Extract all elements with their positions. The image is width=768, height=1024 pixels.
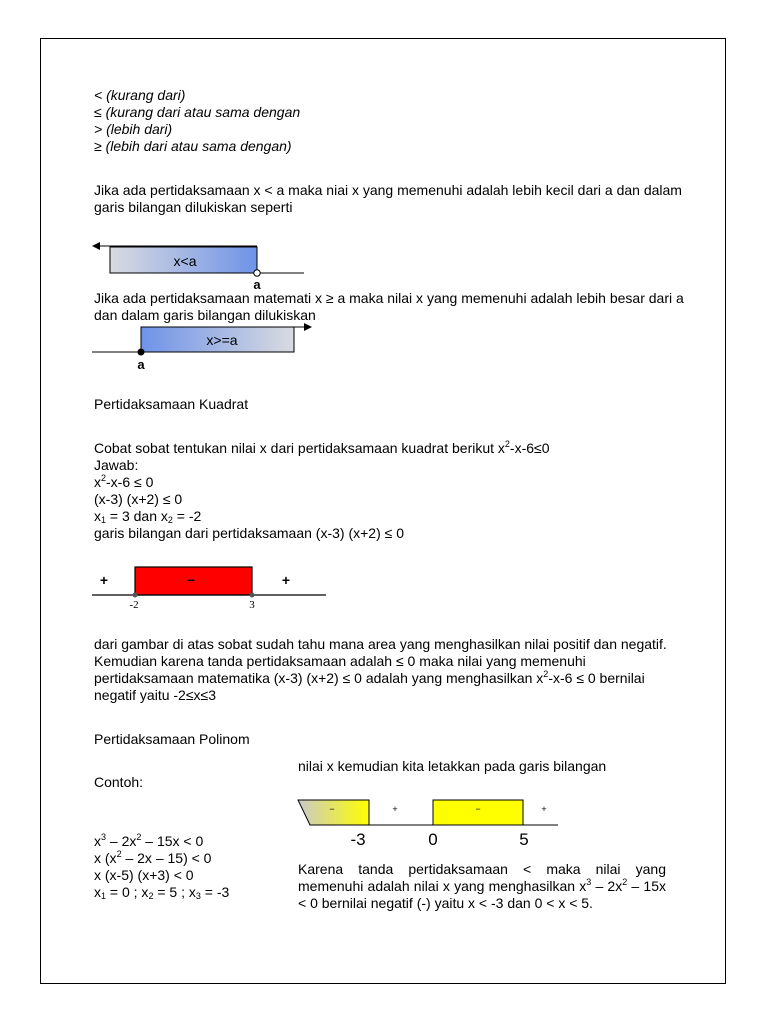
tick-point-right <box>250 593 255 598</box>
polinom-eq-3: x (x-5) (x+3) < 0 <box>94 867 194 883</box>
kuadrat-roots: $x_1 = 3$ dan $x_2 = -2$ <box>94 508 202 525</box>
number-line-less-than <box>90 238 310 290</box>
contoh-label: Contoh: <box>94 774 144 790</box>
kuadrat-question: Cobat sobat tentukan nilai x dari pertidaksamaan kuadrat berikut $x^2-x-6\le 0$ <box>94 439 550 456</box>
symbol-less-equal: ≤ (kurang dari atau sama dengan <box>94 104 301 120</box>
section-heading-polinom: Pertidaksamaan Polinom <box>94 731 250 747</box>
jawab-label: Jawab: <box>94 457 139 473</box>
tick-label-left: -2 <box>129 599 139 611</box>
polinom-roots: $x_1 = 0$ ; $x_2 = 5$ ; $x_3 = -3$ <box>94 884 230 901</box>
sign-left: + <box>99 572 109 588</box>
tick-label-neg3: -3 <box>350 830 366 848</box>
section-heading-kuadrat: Pertidaksamaan Kuadrat <box>94 396 249 412</box>
tick-label-right: 3 <box>249 599 255 611</box>
sign-middle: − <box>186 572 196 588</box>
number-line-polinom <box>296 796 562 848</box>
polinom-eq-2: x $(x^2 - 2x - 15) < 0$ <box>94 849 212 866</box>
kuadrat-step-2: (x-3) (x+2) ≤ 0 <box>94 491 183 507</box>
arrow-left-icon <box>92 242 100 250</box>
kuadrat-conclusion: dari gambar di atas sobat sudah tahu mana area yang menghasilkan nilai positif dan negatif. Kemudian karena tanda pertidaksamaan adalah ≤ 0 maka nilai yang memenuhi pertidaksamaan matematika (x-3) (x+2) ≤ 0 adalah yang menghasilkan $x^2-x-6 \le 0$ bernilai negatif yaitu -2≤x≤3 <box>94 636 667 703</box>
polinom-conclusion: Karena tanda pertidaksamaan < maka nilai yang memenuhi adalah nilai x yang menghasilkan $x^3 - 2x^2 - 15x < 0$ bernilai negatif (-) yaitu x < -3 dan 0 < x < 5. <box>298 861 666 911</box>
symbol-greater: > (lebih dari) <box>94 121 173 137</box>
number-line-greater-equal <box>90 320 320 372</box>
number-line-kuadrat <box>90 562 330 612</box>
tick-label-5: 5 <box>519 830 529 848</box>
sign-right: + <box>281 572 291 588</box>
point-label: a <box>137 357 145 372</box>
arrow-right-icon <box>304 323 312 331</box>
sign-4: + <box>541 804 547 814</box>
symbol-greater-equal: ≥ (lebih dari atau sama dengan) <box>94 138 292 154</box>
kuadrat-step-1: $x^2-x-6 \le 0$ <box>94 473 154 490</box>
sign-3: − <box>475 804 481 814</box>
open-point <box>254 270 260 276</box>
intro-less-paragraph: Jika ada pertidaksamaan x < a maka niai x yang memenuhi adalah lebih kecil dari a dan dalam garis bilangan dilukiskan seperti <box>94 182 682 215</box>
sign-2: + <box>392 804 398 814</box>
sign-1: − <box>329 804 335 814</box>
closed-point <box>138 349 145 356</box>
region-label: x<a <box>173 253 197 269</box>
polinom-eq-1: $x^3 - 2x^2 - 15x < 0$ <box>94 832 204 849</box>
intro-greater-paragraph: Jika ada pertidaksamaan matemati x ≥ a maka nilai x yang memenuhi adalah lebih besar dari a dan dalam garis bilangan dilukiskan <box>94 290 684 323</box>
symbol-less: < (kurang dari) <box>94 87 186 103</box>
point-label: a <box>253 277 261 290</box>
tick-label-0: 0 <box>428 830 438 848</box>
polinom-right-text: nilai x kemudian kita letakkan pada garis bilangan <box>298 758 607 774</box>
tick-point-left <box>133 593 138 598</box>
region-label: x>=a <box>206 332 238 348</box>
kuadrat-numberline-caption: garis bilangan dari pertidaksamaan (x-3) (x+2) ≤ 0 <box>94 525 404 541</box>
